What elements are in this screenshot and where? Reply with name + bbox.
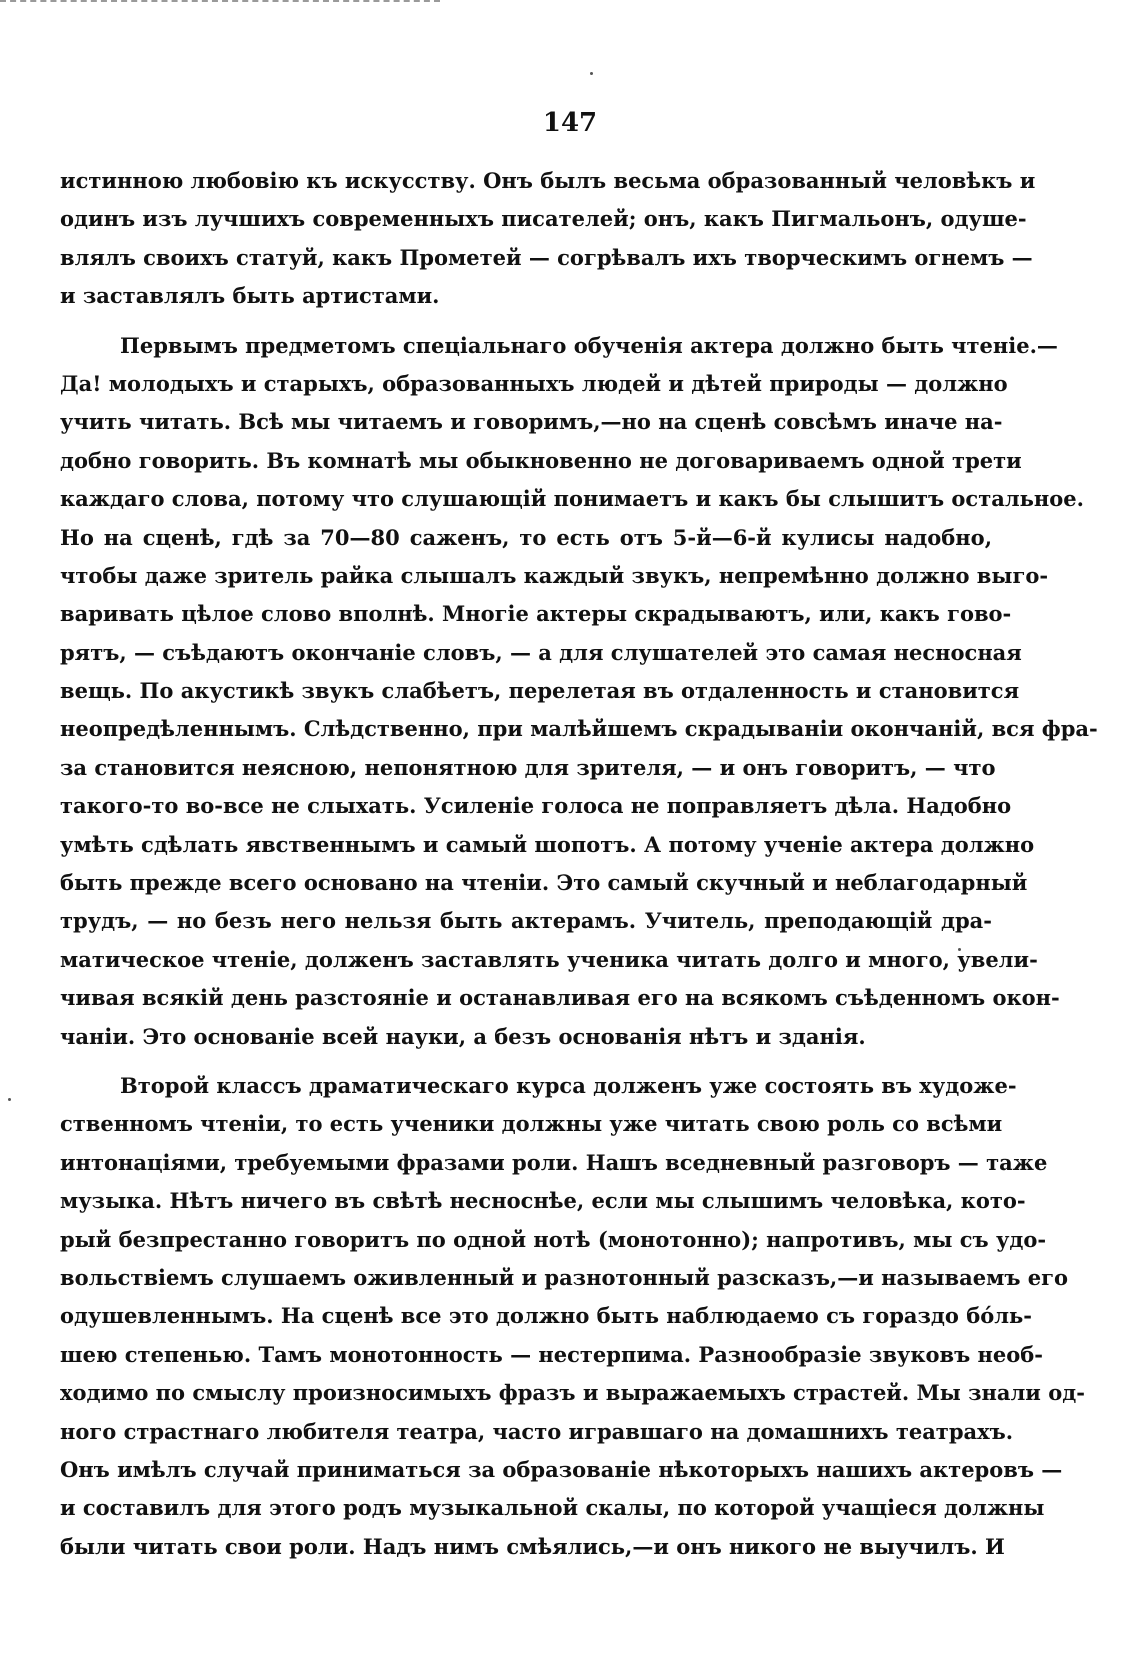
text-line: вольствіемъ слушаемъ оживленный и разнотонный разсказъ,—и называемъ его — [60, 1264, 1069, 1290]
text-line: ственномъ чтеніи, то есть ученики должны уже читать свою роль со всѣми — [60, 1111, 1003, 1137]
text-line: и заставлялъ быть артистами. — [60, 283, 440, 309]
text-line: музыка. Нѣтъ ничего въ свѣтѣ несноснѣе, если мы слышимъ человѣка, кото- — [60, 1188, 1026, 1214]
paper-speck — [8, 1098, 11, 1101]
text-line: неопредѣленнымъ. Слѣдственно, при малѣйшемъ скрадываніи окончаній, вся фра- — [60, 716, 1098, 742]
text-line: чаніи. Это основаніе всей науки, а безъ основанія нѣтъ и зданія. — [60, 1023, 866, 1049]
text-line: добно говорить. Въ комнатѣ мы обыкновенно не договариваемъ одной трети — [60, 447, 1022, 473]
text-line: учить читать. Всѣ мы читаемъ и говоримъ,—но на сценѣ совсѣмъ иначе на- — [60, 409, 1003, 435]
text-line: интонаціями, требуемыми фразами роли. Нашъ вседневный разговоръ — таже — [60, 1149, 1048, 1175]
page-number: 147 — [542, 108, 598, 138]
text-line: Второй классъ драматическаго курса долженъ уже состоять въ художе- — [120, 1072, 1017, 1098]
text-line: чивая всякій день разстояніе и останавливая его на всякомъ съѣденномъ окон- — [60, 985, 1060, 1011]
text-line: рятъ, — съѣдаютъ окончаніе словъ, — а для слушателей это самая несносная — [60, 639, 1022, 665]
paragraph — [60, 1067, 1085, 1566]
text-line: Но на сценѣ, гдѣ за 70—80 саженъ, то есть отъ 5-й—6-й кулисы надобно, — [60, 524, 992, 550]
text-line: одинъ изъ лучшихъ современныхъ писателей; онъ, какъ Пигмальонъ, одуше- — [60, 206, 1027, 232]
paper-speck — [590, 72, 593, 75]
text-line: быть прежде всего основано на чтеніи. Это самый скучный и неблагодарный — [60, 870, 1028, 896]
text-line: вещь. По акустикѣ звукъ слабѣетъ, перелетая въ отдаленность и становится — [60, 678, 1020, 704]
paragraph — [60, 162, 1036, 316]
text-line: трудъ, — но безъ него нельзя быть актерамъ. Учитель, преподающій дра- — [60, 908, 992, 934]
text-line: чтобы даже зритель райка слышалъ каждый звукъ, непремѣнно должно выго- — [60, 562, 1049, 588]
text-line: влялъ своихъ статуй, какъ Прометей — согрѣвалъ ихъ творческимъ огнемъ — — [60, 244, 1033, 270]
text-line: матическое чтеніе, долженъ заставлять ученика читать долго и много, увели- — [60, 946, 1038, 972]
text-line: ного страстнаго любителя театра, часто игравшаго на домашнихъ театрахъ. — [60, 1418, 1014, 1444]
paragraph — [60, 327, 1098, 1056]
text-line: Онъ имѣлъ случай приниматься за образованіе нѣкоторыхъ нашихъ актеровъ — — [60, 1456, 1063, 1482]
text-line: каждаго слова, потому что слушающій понимаетъ и какъ бы слышитъ остальное. — [60, 486, 1084, 512]
text-line: варивать цѣлое слово вполнѣ. Многіе актеры скрадываютъ, или, какъ гово- — [60, 601, 1012, 627]
top-edge-rule — [0, 0, 440, 5]
text-line: одушевленнымъ. На сценѣ все это должно быть наблюдаемо съ гораздо бóль- — [60, 1303, 1032, 1329]
text-line: за становится неясною, непонятною для зрителя, — и онъ говоритъ, — что — [60, 754, 996, 780]
text-line: такого-то во-все не слыхать. Усиленіе голоса не поправляетъ дѣла. Надобно — [60, 793, 1012, 819]
text-line: истинною любовію къ искусству. Онъ былъ весьма образованный человѣкъ и — [60, 168, 1036, 193]
text-line: ходимо по смыслу произносимыхъ фразъ и выражаемыхъ страстей. Мы знали од- — [60, 1380, 1085, 1406]
text-line: и составилъ для этого родъ музыкальной скалы, по которой учащіеся должны — [60, 1495, 1045, 1521]
text-line: Да! молодыхъ и старыхъ, образованныхъ людей и дѣтей природы — должно — [60, 370, 1008, 396]
text-line: умѣть сдѣлать явственнымъ и самый шопотъ. А потому ученіе актера должно — [60, 831, 1035, 857]
body-text — [60, 162, 1098, 1577]
text-line: рый безпрестанно говоритъ по одной нотѣ (монотонно); напротивъ, мы съ удо- — [60, 1226, 1047, 1252]
text-line: были читать свои роли. Надъ нимъ смѣялись,—и онъ никого не выучилъ. И — [60, 1533, 1005, 1559]
text-line: Первымъ предметомъ спеціальнаго обученія актера должно быть чтеніе.— — [120, 332, 1058, 358]
text-line: шею степенью. Тамъ монотонность — нестерпима. Разнообразіе звуковъ необ- — [60, 1341, 1044, 1367]
